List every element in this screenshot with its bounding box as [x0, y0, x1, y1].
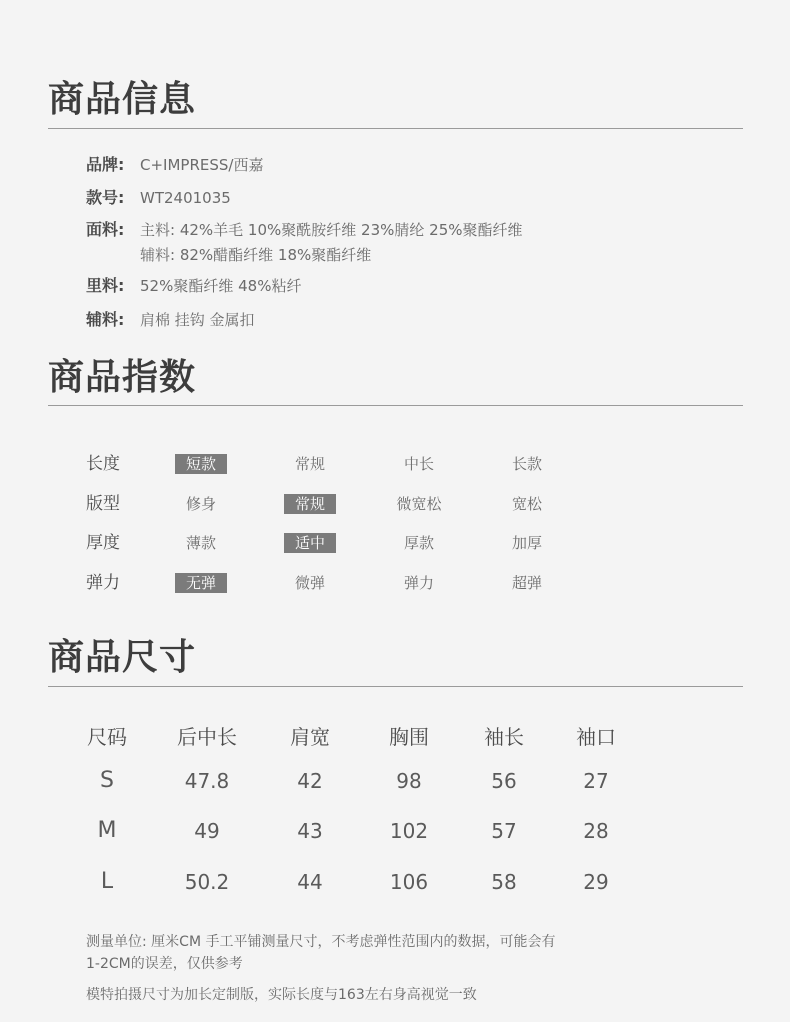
accessory-value: 肩棉 挂钩 金属扣 [140, 311, 255, 329]
index-option: 长款 [511, 455, 542, 473]
size-label-cell: S [100, 768, 114, 793]
fabric-aux-value: 辅料: 82%醋酯纤维 18%聚酯纤维 [140, 246, 372, 264]
size-table-cell: 102 [389, 819, 429, 843]
index-option: 弹力 [403, 574, 434, 592]
index-option: 常规 [294, 455, 325, 473]
index-option: 加厚 [511, 534, 542, 552]
style-number-row [86, 188, 231, 208]
size-table-cell: 50.2 [184, 870, 230, 894]
accessory-label: 辅料: [86, 310, 125, 329]
size-table-header: 袖口 [576, 725, 616, 749]
index-option: 微宽松 [396, 495, 442, 513]
index-option: 薄款 [185, 534, 216, 552]
index-row-label: 弹力 [86, 573, 120, 593]
index-row-label: 厚度 [86, 533, 120, 553]
fabric-main-value: 主料: 42%羊毛 10%聚酰胺纤维 23%腈纶 25%聚酯纤维 [140, 221, 523, 239]
index-option: 厚款 [403, 534, 434, 552]
measurement-note-line-1: 测量单位: 厘米CM 手工平铺测量尺寸，不考虑弹性范围内的数据，可能会有 [86, 934, 556, 950]
brand-label: 品牌: [86, 155, 125, 174]
size-table-header: 袖长 [484, 725, 524, 749]
brand-value: C+IMPRESS/西嘉 [140, 156, 264, 174]
size-table-cell: 27 [583, 769, 609, 793]
lining-row [86, 276, 301, 296]
style-number-value: WT2401035 [140, 189, 231, 207]
size-label-cell: M [97, 818, 117, 843]
product-index-divider [48, 405, 743, 406]
product-index-title: 商品指数 [48, 357, 197, 398]
product-size-title: 商品尺寸 [48, 637, 197, 678]
size-table-cell: 44 [297, 870, 323, 894]
fabric-label: 面料: [86, 220, 125, 239]
lining-value: 52%聚酯纤维 48%粘纤 [140, 277, 302, 295]
size-table-header: 尺码 [87, 725, 127, 749]
index-option: 宽松 [511, 495, 542, 513]
size-table-cell: 42 [297, 769, 323, 793]
size-label-cell: L [100, 869, 114, 894]
product-size-divider [48, 686, 743, 687]
lining-label: 里料: [86, 276, 125, 295]
style-number-label: 款号: [86, 188, 125, 207]
index-option: 微弹 [294, 574, 325, 592]
size-table-cell: 28 [583, 819, 609, 843]
size-table-cell: 29 [583, 870, 609, 894]
size-table-header: 后中长 [177, 725, 237, 749]
fabric-row [86, 220, 523, 240]
size-table-header: 胸围 [389, 725, 429, 749]
index-option-selected: 短款 [175, 454, 227, 474]
size-table-cell: 106 [389, 870, 429, 894]
size-table-cell: 43 [297, 819, 323, 843]
accessory-row [86, 310, 255, 330]
size-table-cell: 47.8 [184, 769, 230, 793]
size-table-header: 肩宽 [290, 725, 330, 749]
index-row-label: 版型 [86, 494, 120, 514]
index-option-selected: 适中 [284, 533, 336, 553]
product-info-divider [48, 128, 743, 129]
product-info-title: 商品信息 [48, 79, 197, 120]
measurement-note-line-2: 1-2CM的误差，仅供参考 [86, 956, 243, 972]
size-table-cell: 57 [491, 819, 517, 843]
index-option-selected: 常规 [284, 494, 336, 514]
index-option: 修身 [185, 495, 216, 513]
brand-row [86, 155, 263, 175]
size-table-cell: 98 [396, 769, 422, 793]
size-table-cell: 56 [491, 769, 517, 793]
index-option: 超弹 [511, 574, 542, 592]
index-option-selected: 无弹 [175, 573, 227, 593]
model-size-note: 模特拍摄尺寸为加长定制版，实际长度与163左右身高视觉一致 [86, 987, 477, 1003]
index-row-label: 长度 [86, 454, 120, 474]
size-table-cell: 58 [491, 870, 517, 894]
index-option: 中长 [403, 455, 434, 473]
size-table-cell: 49 [194, 819, 220, 843]
